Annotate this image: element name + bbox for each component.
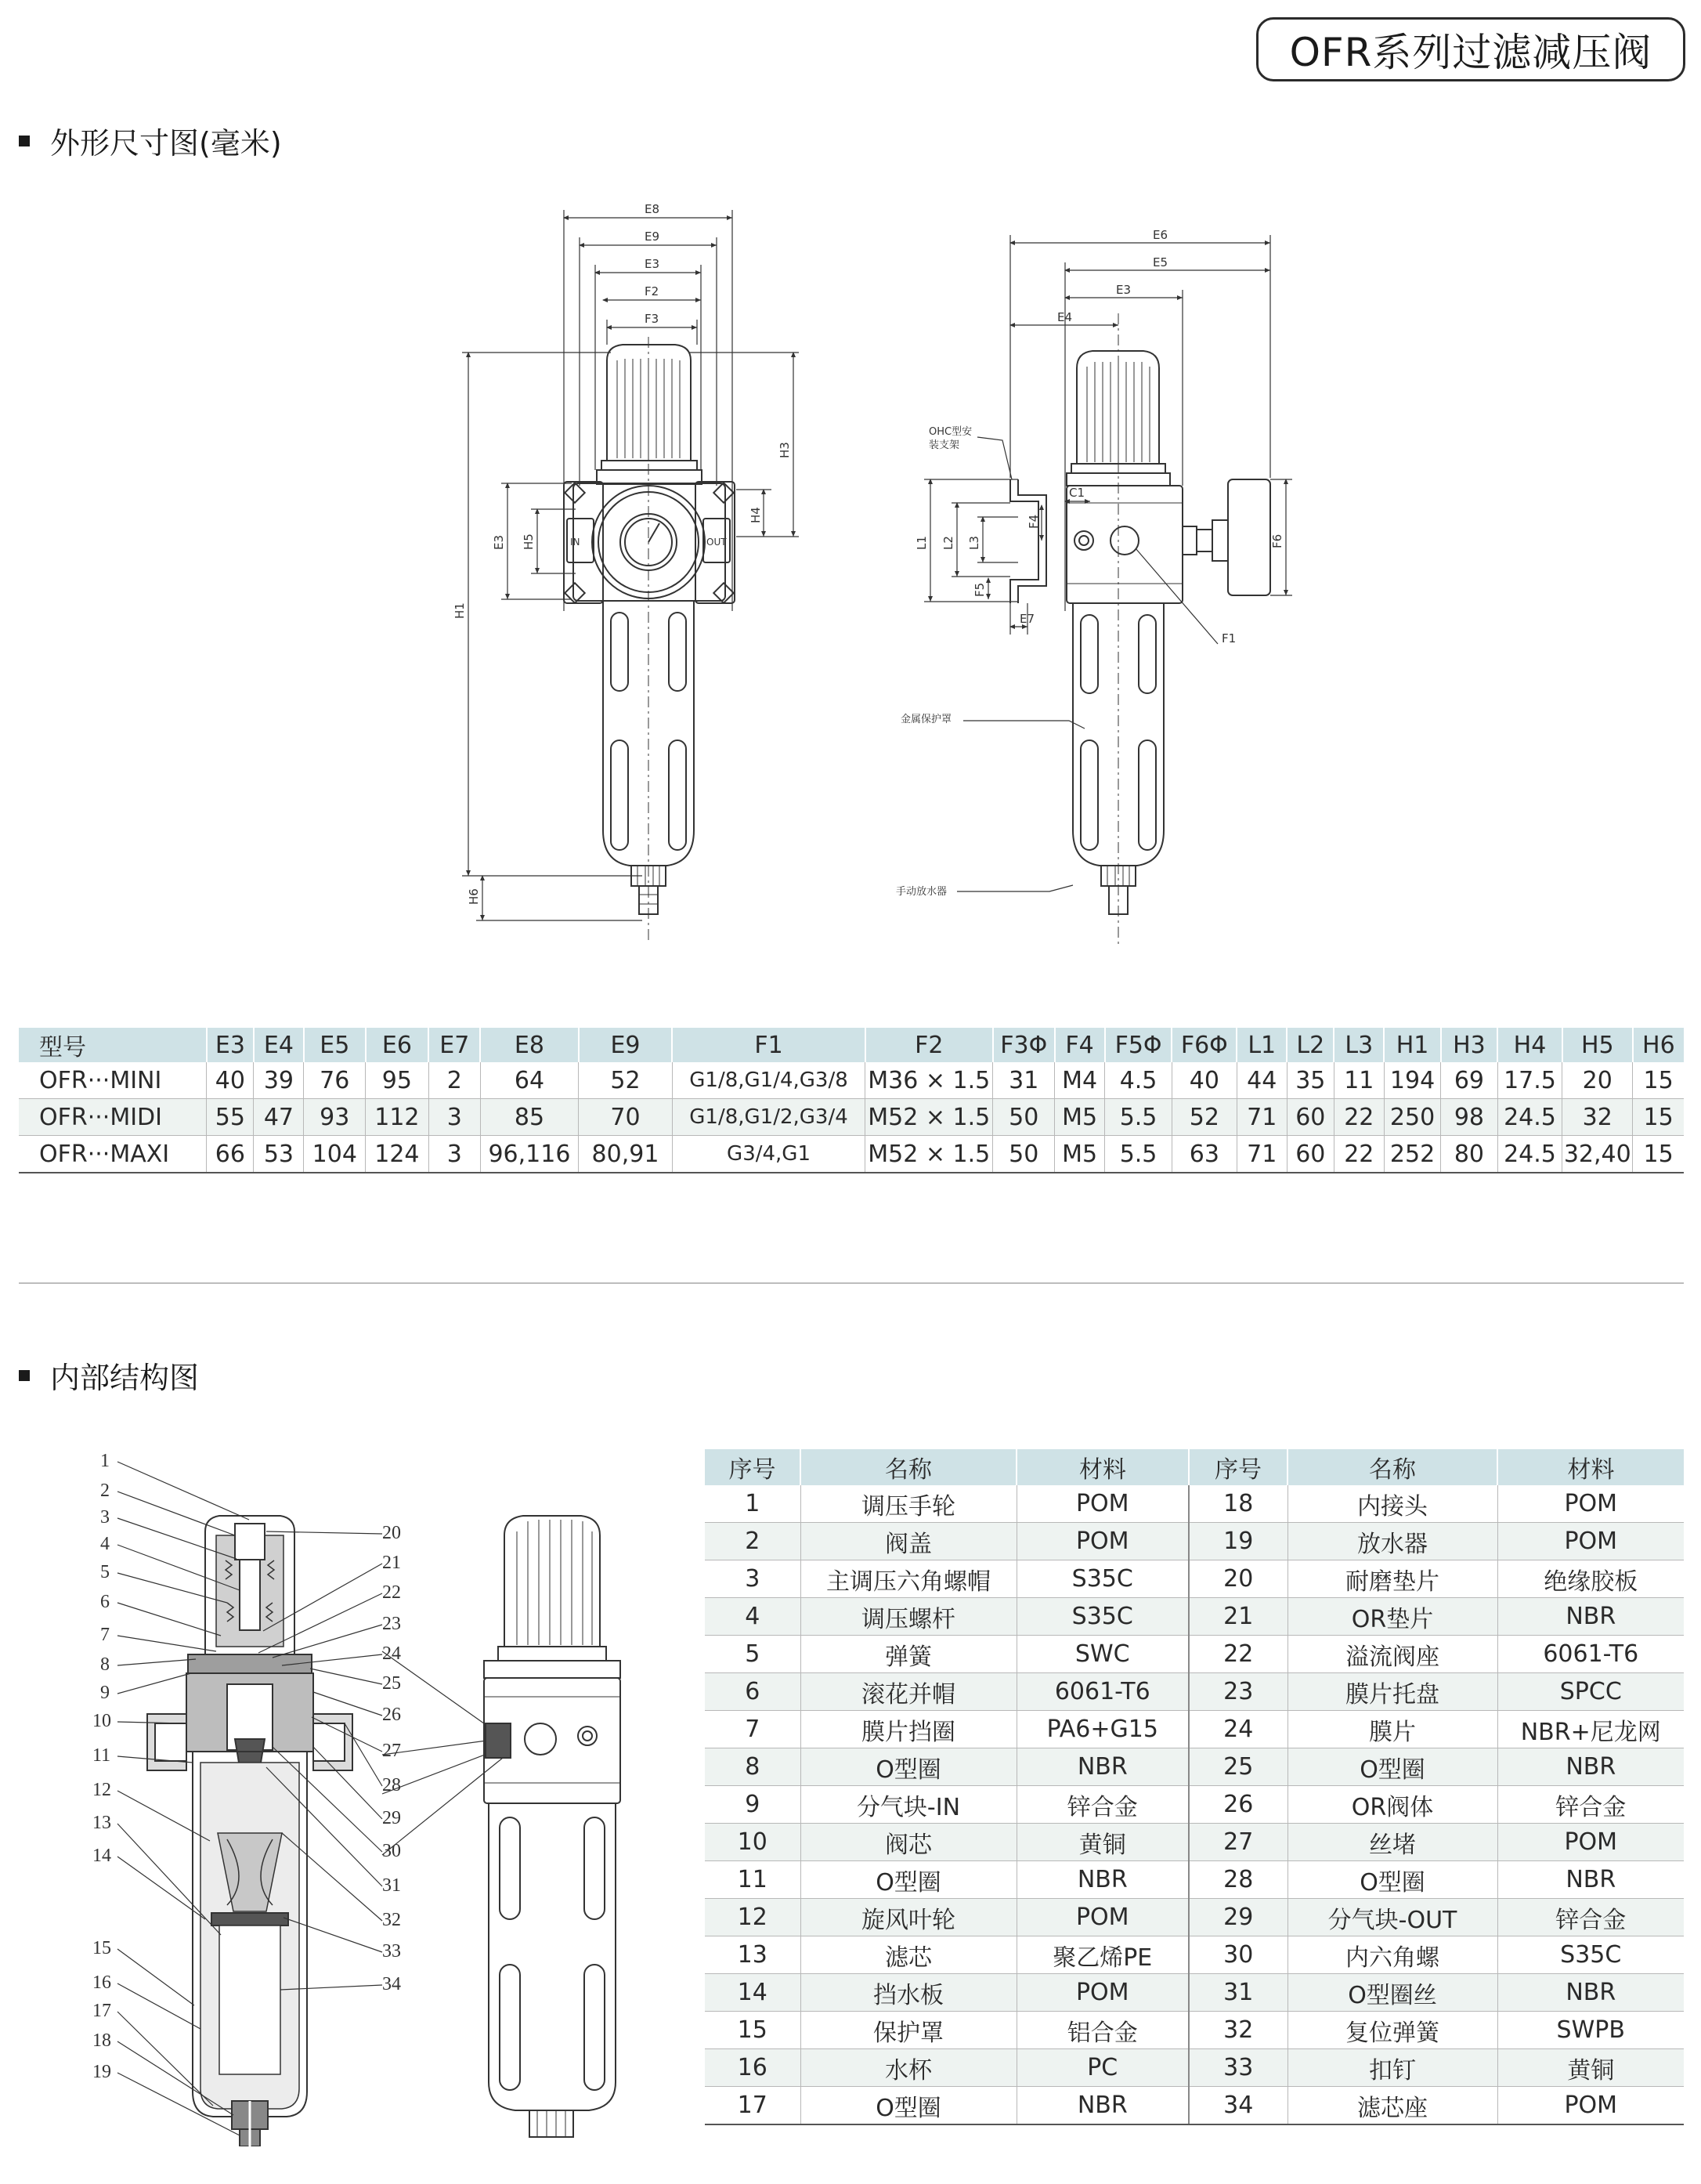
table-cell: 6061-T6 (1017, 1673, 1189, 1711)
table-cell: NBR (1497, 1974, 1684, 2012)
table-cell: 47 (254, 1099, 304, 1136)
table-cell: 71 (1237, 1099, 1287, 1136)
col-header: H6 (1633, 1028, 1684, 1062)
table-cell: 52 (1172, 1099, 1237, 1136)
callout-number: 9 (100, 1683, 110, 1703)
table-cell: POM (1497, 1523, 1684, 1560)
table-cell: 33 (1189, 2049, 1287, 2087)
table-cell: OR垫片 (1287, 1598, 1497, 1636)
table-cell: O型圈丝 (1287, 1974, 1497, 2012)
dim-label: E5 (1153, 255, 1168, 269)
table-cell: 40 (1172, 1062, 1237, 1099)
dim-label: E3 (1116, 283, 1132, 297)
callout-number: 10 (92, 1711, 111, 1731)
table-cell: O型圈 (800, 2087, 1017, 2125)
col-header: F5Φ (1105, 1028, 1172, 1062)
table-cell: 18 (1189, 1485, 1287, 1523)
col-header: H5 (1562, 1028, 1633, 1062)
callout-number: 6 (100, 1592, 110, 1612)
callout-number: 20 (382, 1523, 401, 1543)
table-cell: 滚花并帽 (800, 1673, 1017, 1711)
col-header: L1 (1237, 1028, 1287, 1062)
dim-table-header (19, 1028, 1684, 1062)
table-cell: 80 (1441, 1136, 1497, 1173)
table-cell: 35 (1287, 1062, 1334, 1099)
callout-number: 8 (100, 1654, 110, 1675)
table-cell: 6061-T6 (1497, 1636, 1684, 1673)
note-label: 手动放水器 (896, 886, 948, 898)
table-cell: 55 (207, 1099, 254, 1136)
parts-table (705, 1449, 1684, 2125)
table-cell: 溢流阀座 (1287, 1636, 1497, 1673)
table-cell: 5.5 (1105, 1099, 1172, 1136)
table-cell: 锌合金 (1497, 1786, 1684, 1824)
dim-label: E3 (645, 257, 660, 271)
table-cell: 32 (1189, 2012, 1287, 2049)
note-label: 装支架 (929, 439, 960, 451)
table-cell: 23 (1189, 1673, 1287, 1711)
col-header: 序号 (1189, 1449, 1287, 1485)
table-cell: 24.5 (1497, 1136, 1562, 1173)
dim-label: F4 (1027, 514, 1041, 529)
table-row (705, 1974, 1684, 2012)
table-cell: 2 (705, 1523, 800, 1560)
col-header: E5 (304, 1028, 366, 1062)
col-header: E8 (480, 1028, 578, 1062)
table-cell: 124 (366, 1136, 429, 1173)
table-cell: POM (1017, 1974, 1189, 2012)
callout-number: 19 (92, 2062, 111, 2082)
structure-drawings (0, 1426, 705, 2146)
col-header: F3Φ (993, 1028, 1055, 1062)
table-cell: 24.5 (1497, 1099, 1562, 1136)
dim-label: E4 (1057, 310, 1073, 324)
table-cell: 34 (1189, 2087, 1287, 2125)
table-cell: PC (1017, 2049, 1189, 2087)
callout-number: 18 (92, 2030, 111, 2051)
col-header: F6Φ (1172, 1028, 1237, 1062)
col-header: E3 (207, 1028, 254, 1062)
dim-label: E7 (1020, 612, 1035, 626)
bullet-square (19, 1370, 30, 1381)
table-cell: M52 × 1.5 (865, 1099, 993, 1136)
table-cell: 内六角螺 (1287, 1936, 1497, 1974)
table-cell: 96,116 (480, 1136, 578, 1173)
table-cell: OFR···MINI (19, 1062, 207, 1099)
table-cell: 锌合金 (1497, 1899, 1684, 1936)
callout-number: 2 (100, 1481, 110, 1501)
callout-number: 14 (92, 1846, 111, 1866)
table-cell: S35C (1497, 1936, 1684, 1974)
callout-number: 13 (92, 1813, 111, 1833)
table-cell: POM (1017, 1899, 1189, 1936)
callout-number: 28 (382, 1775, 401, 1795)
table-row (705, 1899, 1684, 1936)
cross-section-drawing (147, 1516, 352, 2146)
table-cell: 4.5 (1105, 1062, 1172, 1099)
dim-label: L1 (915, 536, 929, 550)
col-header: 材料 (1497, 1449, 1684, 1485)
col-header: F4 (1055, 1028, 1105, 1062)
table-row (705, 1485, 1684, 1523)
callout-number: 7 (100, 1625, 110, 1645)
table-cell: 60 (1287, 1099, 1334, 1136)
table-row (705, 1560, 1684, 1598)
dim-label: L2 (941, 536, 955, 550)
callout-number: 4 (100, 1534, 110, 1554)
section-heading-text: 外形尺寸图(毫米) (50, 126, 282, 161)
col-header: 名称 (800, 1449, 1017, 1485)
table-cell: G3/4,G1 (672, 1136, 865, 1173)
callout-number: 25 (382, 1673, 401, 1694)
dim-label: E9 (645, 230, 660, 244)
table-cell: 保护罩 (800, 2012, 1017, 2049)
callout-number: 30 (382, 1841, 401, 1861)
table-cell: 93 (304, 1099, 366, 1136)
dim-label: F5 (973, 582, 987, 597)
table-row (705, 1636, 1684, 1673)
dimension-table (19, 1028, 1684, 1173)
table-cell: 弹簧 (800, 1636, 1017, 1673)
table-cell: 分气块-IN (800, 1786, 1017, 1824)
col-header: L2 (1287, 1028, 1334, 1062)
table-cell: 主调压六角螺帽 (800, 1560, 1017, 1598)
table-cell: 膜片托盘 (1287, 1673, 1497, 1711)
table-cell: 3 (428, 1136, 480, 1173)
table-cell: 复位弹簧 (1287, 2012, 1497, 2049)
table-cell: NBR+尼龙网 (1497, 1711, 1684, 1748)
table-cell: M4 (1055, 1062, 1105, 1099)
table-cell: 耐磨垫片 (1287, 1560, 1497, 1598)
table-cell: OR阀体 (1287, 1786, 1497, 1824)
col-header: 型号 (19, 1028, 207, 1062)
dim-label: F6 (1270, 533, 1284, 548)
table-row (19, 1136, 1684, 1173)
table-cell: SWC (1017, 1636, 1189, 1673)
table-cell: 85 (480, 1099, 578, 1136)
callout-number: 1 (100, 1451, 110, 1471)
table-cell: 丝堵 (1287, 1824, 1497, 1861)
table-cell: 24 (1189, 1711, 1287, 1748)
table-row (705, 1748, 1684, 1786)
dim-label: F2 (645, 284, 659, 298)
table-cell: NBR (1497, 1861, 1684, 1899)
table-cell: 28 (1189, 1861, 1287, 1899)
table-cell: 滤芯 (800, 1936, 1017, 1974)
callout-number: 11 (92, 1745, 111, 1766)
dim-label: F1 (1222, 631, 1237, 645)
callout-number: 31 (382, 1875, 401, 1896)
table-cell: 15 (1633, 1099, 1684, 1136)
table-cell: 40 (207, 1062, 254, 1099)
port-label-in: IN (570, 537, 580, 548)
table-cell: 阀芯 (800, 1824, 1017, 1861)
table-cell: 20 (1562, 1062, 1633, 1099)
table-cell: 19 (1189, 1523, 1287, 1560)
dim-label: E8 (645, 202, 660, 216)
dim-label: E3 (492, 534, 506, 550)
table-cell: NBR (1497, 1748, 1684, 1786)
section-heading-structure (19, 1354, 199, 1397)
table-row (19, 1099, 1684, 1136)
table-row (705, 1861, 1684, 1899)
table-cell: 黄铜 (1017, 1824, 1189, 1861)
dim-label: F3 (645, 312, 659, 326)
callout-number: 23 (382, 1614, 401, 1634)
callout-number: 27 (382, 1741, 401, 1761)
table-cell: 25 (1189, 1748, 1287, 1786)
table-cell: POM (1017, 1485, 1189, 1523)
table-cell: M52 × 1.5 (865, 1136, 993, 1173)
table-cell: 内接头 (1287, 1485, 1497, 1523)
table-cell: 14 (705, 1974, 800, 2012)
callout-number: 15 (92, 1938, 111, 1958)
table-cell: 2 (428, 1062, 480, 1099)
table-cell: 13 (705, 1936, 800, 1974)
table-cell: O型圈 (1287, 1748, 1497, 1786)
callout-number: 22 (382, 1582, 401, 1603)
table-cell: 10 (705, 1824, 800, 1861)
col-header: H4 (1497, 1028, 1562, 1062)
col-header: H3 (1441, 1028, 1497, 1062)
table-cell: PA6+G15 (1017, 1711, 1189, 1748)
table-cell: 7 (705, 1711, 800, 1748)
table-cell: 阀盖 (800, 1523, 1017, 1560)
table-cell: 3 (428, 1099, 480, 1136)
table-row (705, 2087, 1684, 2125)
table-cell: NBR (1017, 1861, 1189, 1899)
table-cell: 扣钉 (1287, 2049, 1497, 2087)
table-cell: 44 (1237, 1062, 1287, 1099)
table-cell: 53 (254, 1136, 304, 1173)
table-cell: 22 (1189, 1636, 1287, 1673)
callout-number: 24 (382, 1643, 401, 1664)
leader-lines (117, 1462, 503, 2135)
callout-number: 5 (100, 1562, 110, 1582)
table-cell: 5.5 (1105, 1136, 1172, 1173)
table-cell: 17.5 (1497, 1062, 1562, 1099)
table-cell: 32,40 (1562, 1136, 1633, 1173)
callout-number: 12 (92, 1780, 111, 1800)
table-cell: 22 (1334, 1099, 1384, 1136)
table-row (705, 1786, 1684, 1824)
table-cell: OFR···MIDI (19, 1099, 207, 1136)
side-view-labels (896, 228, 1284, 898)
dim-label: H3 (778, 442, 792, 458)
callout-number: 17 (92, 2001, 111, 2021)
table-cell: 聚乙烯PE (1017, 1936, 1189, 1974)
table-cell: 252 (1384, 1136, 1440, 1173)
table-cell: 26 (1189, 1786, 1287, 1824)
table-row (705, 1598, 1684, 1636)
col-header: 材料 (1017, 1449, 1189, 1485)
table-cell: 16 (705, 2049, 800, 2087)
front-view-drawing (462, 210, 799, 944)
table-cell: 71 (1237, 1136, 1287, 1173)
page-title-text: OFR系列过滤减压阀 (1289, 30, 1652, 75)
table-cell: 15 (1633, 1136, 1684, 1173)
dim-label: H1 (453, 602, 467, 619)
table-cell: SPCC (1497, 1673, 1684, 1711)
table-cell: S35C (1017, 1598, 1189, 1636)
note-label: OHC型安 (929, 426, 973, 438)
table-row (705, 1711, 1684, 1748)
table-cell: 31 (1189, 1974, 1287, 2012)
table-cell: M5 (1055, 1136, 1105, 1173)
table-cell: 76 (304, 1062, 366, 1099)
table-cell: 11 (705, 1861, 800, 1899)
table-cell: 12 (705, 1899, 800, 1936)
table-cell: POM (1497, 1824, 1684, 1861)
table-cell: 调压螺杆 (800, 1598, 1017, 1636)
col-header: E9 (579, 1028, 673, 1062)
table-cell: 50 (993, 1099, 1055, 1136)
callout-number: 21 (382, 1553, 401, 1573)
table-row (705, 1523, 1684, 1560)
table-cell: 29 (1189, 1899, 1287, 1936)
table-row (19, 1062, 1684, 1099)
table-cell: 250 (1384, 1099, 1440, 1136)
col-header: L3 (1334, 1028, 1384, 1062)
dim-label: H5 (522, 533, 536, 550)
table-cell: O型圈 (800, 1861, 1017, 1899)
callout-number: 3 (100, 1507, 110, 1528)
table-cell: O型圈 (1287, 1861, 1497, 1899)
table-row (705, 1673, 1684, 1711)
table-cell: 6 (705, 1673, 800, 1711)
table-cell: 64 (480, 1062, 578, 1099)
col-header: E4 (254, 1028, 304, 1062)
table-cell: 15 (1633, 1062, 1684, 1099)
table-cell: POM (1017, 1523, 1189, 1560)
table-cell: 膜片挡圈 (800, 1711, 1017, 1748)
callout-number: 16 (92, 1972, 111, 1993)
table-cell: 15 (705, 2012, 800, 2049)
callout-number: 29 (382, 1808, 401, 1828)
table-cell: 80,91 (579, 1136, 673, 1173)
table-cell: 194 (1384, 1062, 1440, 1099)
table-cell: 放水器 (1287, 1523, 1497, 1560)
table-cell: 52 (579, 1062, 673, 1099)
table-cell: 98 (1441, 1099, 1497, 1136)
table-cell: M36 × 1.5 (865, 1062, 993, 1099)
table-cell: 绝缘胶板 (1497, 1560, 1684, 1598)
table-cell: SWPB (1497, 2012, 1684, 2049)
parts-table-header (705, 1449, 1684, 1485)
callout-number: 26 (382, 1705, 401, 1725)
table-cell: NBR (1017, 1748, 1189, 1786)
dim-label: H4 (749, 507, 763, 523)
port-label-out: OUT (706, 537, 727, 548)
note-label: 金属保护罩 (901, 714, 952, 725)
table-cell: POM (1497, 1485, 1684, 1523)
table-cell: 32 (1562, 1099, 1633, 1136)
table-cell: 旋风叶轮 (800, 1899, 1017, 1936)
table-cell: 17 (705, 2087, 800, 2125)
exterior-view-drawing (484, 1516, 620, 2137)
col-header: E6 (366, 1028, 429, 1062)
col-header: 序号 (705, 1449, 800, 1485)
table-row (705, 1936, 1684, 1974)
table-cell: 31 (993, 1062, 1055, 1099)
col-header: F2 (865, 1028, 993, 1062)
table-cell: 21 (1189, 1598, 1287, 1636)
table-cell: 27 (1189, 1824, 1287, 1861)
table-cell: 5 (705, 1636, 800, 1673)
table-cell: POM (1497, 2087, 1684, 2125)
table-cell: 8 (705, 1748, 800, 1786)
table-cell: 1 (705, 1485, 800, 1523)
table-cell: 70 (579, 1099, 673, 1136)
table-cell: 9 (705, 1786, 800, 1824)
table-cell: 66 (207, 1136, 254, 1173)
table-cell: 50 (993, 1136, 1055, 1173)
table-row (705, 1824, 1684, 1861)
table-cell: 39 (254, 1062, 304, 1099)
table-cell: 11 (1334, 1062, 1384, 1099)
table-cell: 铝合金 (1017, 2012, 1189, 2049)
table-cell: 69 (1441, 1062, 1497, 1099)
table-cell: M5 (1055, 1099, 1105, 1136)
table-cell: 4 (705, 1598, 800, 1636)
table-cell: 22 (1334, 1136, 1384, 1173)
table-cell: O型圈 (800, 1748, 1017, 1786)
table-cell: 63 (1172, 1136, 1237, 1173)
table-cell: 95 (366, 1062, 429, 1099)
table-cell: 3 (705, 1560, 800, 1598)
col-header: 名称 (1287, 1449, 1497, 1485)
dimension-drawings (0, 0, 1701, 987)
dim-label: H6 (467, 888, 481, 905)
table-cell: G1/8,G1/2,G3/4 (672, 1099, 865, 1136)
table-cell: 锌合金 (1017, 1786, 1189, 1824)
table-cell: NBR (1497, 1598, 1684, 1636)
table-cell: OFR···MAXI (19, 1136, 207, 1173)
table-cell: 滤芯座 (1287, 2087, 1497, 2125)
col-header: H1 (1384, 1028, 1440, 1062)
table-cell: 60 (1287, 1136, 1334, 1173)
table-cell: 水杯 (800, 2049, 1017, 2087)
table-cell: S35C (1017, 1560, 1189, 1598)
table-cell: G1/8,G1/4,G3/8 (672, 1062, 865, 1099)
section-heading-text: 内部结构图 (50, 1361, 200, 1395)
callout-number: 34 (382, 1974, 401, 1994)
table-cell: 20 (1189, 1560, 1287, 1598)
table-cell: 104 (304, 1136, 366, 1173)
dim-label: L3 (967, 536, 981, 550)
callout-number: 33 (382, 1941, 401, 1962)
table-cell: 挡水板 (800, 1974, 1017, 2012)
col-header: E7 (428, 1028, 480, 1062)
table-cell: 112 (366, 1099, 429, 1136)
table-cell: 30 (1189, 1936, 1287, 1974)
dim-label: C1 (1069, 486, 1085, 500)
dim-label: E6 (1153, 228, 1168, 242)
section-divider (19, 1282, 1684, 1284)
table-row (705, 2012, 1684, 2049)
table-row (705, 2049, 1684, 2087)
table-cell: 调压手轮 (800, 1485, 1017, 1523)
col-header: F1 (672, 1028, 865, 1062)
table-cell: 膜片 (1287, 1711, 1497, 1748)
table-cell: NBR (1017, 2087, 1189, 2125)
callout-number: 32 (382, 1910, 401, 1930)
table-cell: 分气块-OUT (1287, 1899, 1497, 1936)
table-cell: 黄铜 (1497, 2049, 1684, 2087)
